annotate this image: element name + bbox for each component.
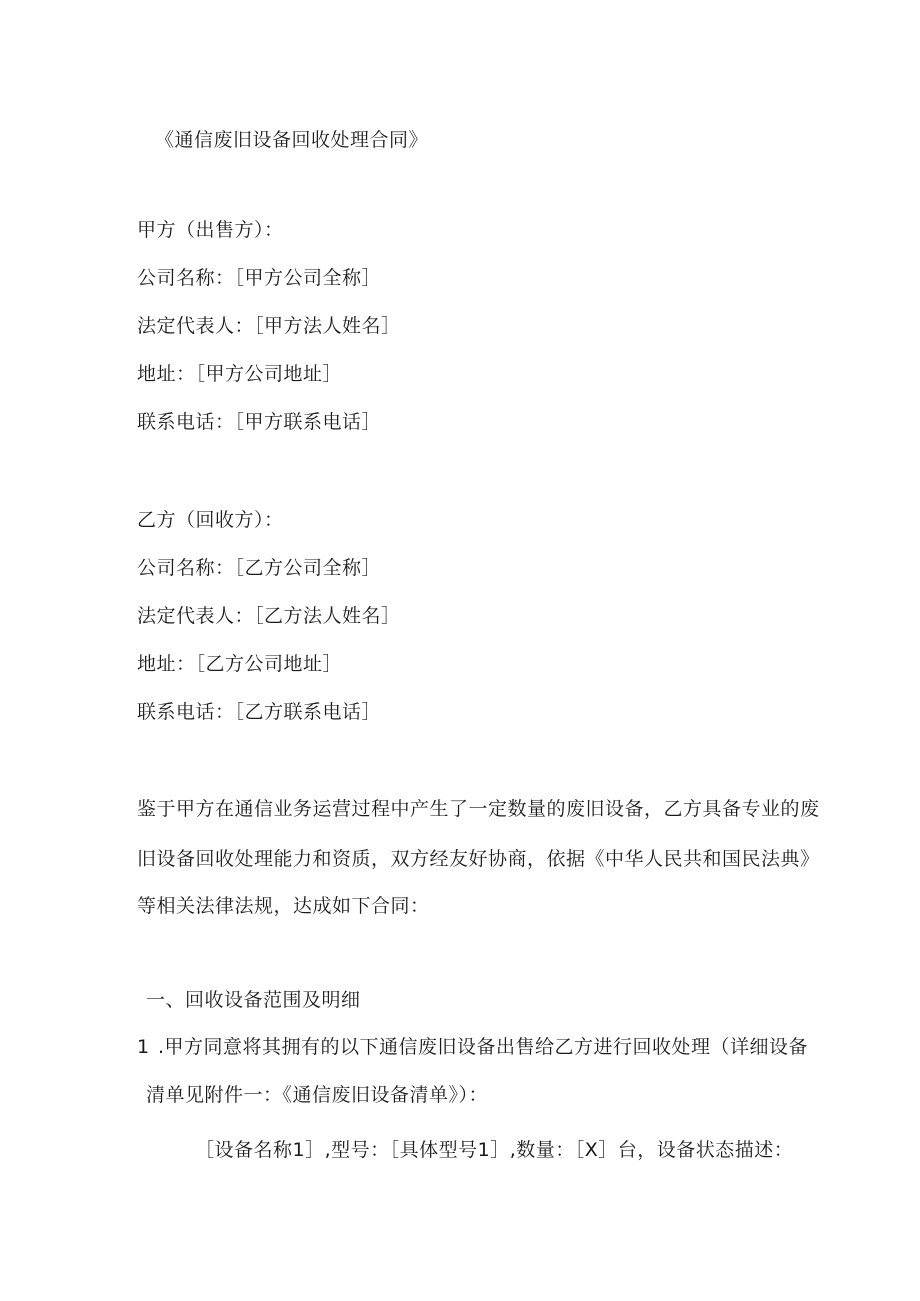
preamble-line-2: 旧设备回收处理能力和资质，双方经友好协商，依据《中华人民共和国民法典》 — [137, 848, 820, 870]
party-a-company: 公司名称：［甲方公司全称］ — [137, 267, 382, 289]
contract-title: 《通信废旧设备回收处理合同》 — [155, 129, 429, 151]
clause-1-line-2: 清单见附件一：《通信废旧设备清单》）： — [146, 1084, 489, 1106]
party-b-phone: 联系电话：［乙方联系电话］ — [137, 701, 382, 723]
section-1-heading: 一、回收设备范围及明细 — [146, 989, 361, 1011]
preamble-line-3: 等相关法律法规，达成如下合同： — [137, 895, 430, 917]
party-a-phone: 联系电话：［甲方联系电话］ — [137, 411, 382, 433]
equipment-item-1: ［设备名称1］,型号：［具体型号1］,数量：［X］台，设备状态描述： — [195, 1139, 794, 1161]
party-a-legal-rep: 法定代表人：［甲方法人姓名］ — [137, 315, 401, 337]
clause-1-line-1: .甲方同意将其拥有的以下通信废旧设备出售给乙方进行回收处理（详细设备 — [158, 1036, 809, 1058]
clause-1-number: 1 — [137, 1036, 150, 1058]
party-b-address: 地址：［乙方公司地址］ — [137, 653, 343, 675]
preamble-line-1: 鉴于甲方在通信业务运营过程中产生了一定数量的废旧设备，乙方具备专业的废 — [137, 798, 820, 820]
party-b-company: 公司名称：［乙方公司全称］ — [137, 557, 382, 579]
party-a-address: 地址：［甲方公司地址］ — [137, 363, 343, 385]
party-b-legal-rep: 法定代表人：［乙方法人姓名］ — [137, 605, 401, 627]
party-b-heading: 乙方（回收方）： — [137, 509, 284, 531]
party-a-heading: 甲方（出售方）： — [137, 219, 284, 241]
